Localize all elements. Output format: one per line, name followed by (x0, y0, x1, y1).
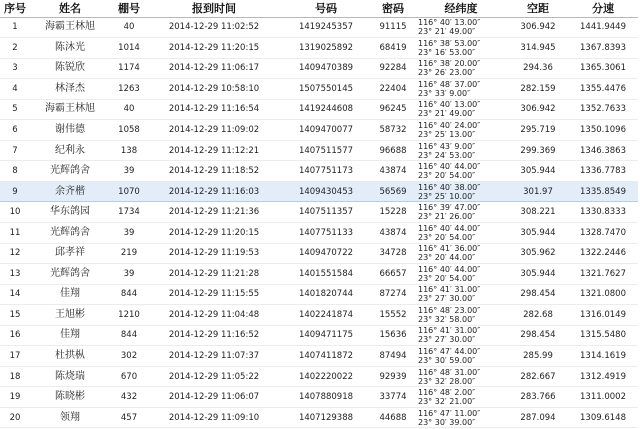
header-time: 报到时间 (148, 0, 280, 17)
cell-name: 邱孝祥 (30, 243, 110, 264)
header-row (0, 0, 638, 17)
longitude-text: 116° 47′ 44.00″ (418, 347, 481, 357)
cell-code: 15228 (372, 202, 414, 223)
longitude-text: 116° 38′ 20.00″ (418, 59, 481, 69)
table-row (0, 58, 638, 79)
cell-distance: 308.221 (508, 202, 568, 223)
cell-time: 2014-12-29 11:12:21 (148, 140, 280, 161)
longitude-text: 116° 39′ 47.00″ (418, 203, 481, 213)
cell-no: 10 (0, 202, 30, 223)
cell-name: 林泽杰 (30, 79, 110, 100)
cell-code: 96245 (372, 99, 414, 120)
cell-ring: 1409430453 (280, 181, 372, 202)
cell-coords (414, 140, 508, 161)
latitude-text: 23° 20′ 54.00″ (418, 171, 476, 181)
cell-coords (414, 243, 508, 264)
cell-ring: 1407751133 (280, 222, 372, 243)
cell-name: 纪利永 (30, 140, 110, 161)
latitude-text: 23° 25′ 10.00″ (418, 191, 476, 201)
latitude-text: 23° 20′ 54.00″ (418, 232, 476, 242)
latitude-text: 23° 21′ 26.00″ (418, 212, 476, 222)
header-loft: 棚号 (110, 0, 148, 17)
cell-loft: 39 (110, 264, 148, 285)
cell-no: 16 (0, 325, 30, 346)
cell-coords (414, 264, 508, 285)
cell-loft: 302 (110, 346, 148, 367)
latitude-text: 23° 32′ 58.00″ (418, 314, 476, 324)
cell-name: 余齐楷 (30, 181, 110, 202)
table-row (0, 387, 638, 408)
cell-no: 6 (0, 120, 30, 141)
cell-speed: 1315.5480 (568, 325, 638, 346)
latitude-text: 23° 21′ 49.00″ (418, 27, 476, 37)
cell-coords (414, 284, 508, 305)
latitude-text: 23° 24′ 53.00″ (418, 150, 476, 160)
cell-no: 2 (0, 38, 30, 59)
longitude-text: 116° 48′ 37.00″ (418, 79, 481, 89)
cell-speed: 1352.7633 (568, 99, 638, 120)
cell-distance: 283.766 (508, 387, 568, 408)
cell-distance: 282.68 (508, 305, 568, 326)
table-row (0, 38, 638, 59)
cell-coords (414, 181, 508, 202)
cell-loft: 1058 (110, 120, 148, 141)
cell-no: 8 (0, 161, 30, 182)
longitude-text: 116° 40′ 44.00″ (418, 264, 481, 274)
table-row (0, 407, 638, 428)
cell-no: 17 (0, 346, 30, 367)
longitude-text: 116° 47′ 11.00″ (418, 408, 481, 418)
cell-name: 陈锐欣 (30, 58, 110, 79)
cell-coords (414, 325, 508, 346)
longitude-text: 116° 41′ 31.00″ (418, 285, 481, 295)
cell-speed: 1365.3061 (568, 58, 638, 79)
cell-distance: 282.159 (508, 79, 568, 100)
cell-coords (414, 305, 508, 326)
latitude-text: 23° 16′ 53.00″ (418, 47, 476, 57)
cell-loft: 39 (110, 222, 148, 243)
cell-name: 杜拱枞 (30, 346, 110, 367)
cell-ring: 1407880918 (280, 387, 372, 408)
cell-distance: 305.944 (508, 222, 568, 243)
cell-time: 2014-12-29 11:07:37 (148, 346, 280, 367)
cell-speed: 1441.9449 (568, 17, 638, 38)
cell-code: 96688 (372, 140, 414, 161)
latitude-text: 23° 26′ 23.00″ (418, 68, 476, 78)
cell-distance: 305.962 (508, 243, 568, 264)
longitude-text: 116° 40′ 13.00″ (418, 100, 481, 110)
longitude-text: 116° 41′ 31.00″ (418, 326, 481, 336)
cell-loft: 1174 (110, 58, 148, 79)
cell-coords (414, 202, 508, 223)
table-row (0, 264, 638, 285)
cell-time: 2014-12-29 11:19:53 (148, 243, 280, 264)
cell-loft: 219 (110, 243, 148, 264)
cell-speed: 1321.7627 (568, 264, 638, 285)
cell-no: 7 (0, 140, 30, 161)
cell-code: 15636 (372, 325, 414, 346)
cell-loft: 40 (110, 17, 148, 38)
cell-time: 2014-12-29 11:09:02 (148, 120, 280, 141)
header-no: 序号 (0, 0, 30, 17)
cell-coords (414, 366, 508, 387)
cell-name: 海霸王林旭 (30, 99, 110, 120)
cell-ring: 1402220022 (280, 366, 372, 387)
table-row (0, 161, 638, 182)
cell-coords (414, 120, 508, 141)
cell-distance: 282.667 (508, 366, 568, 387)
cell-no: 14 (0, 284, 30, 305)
table-row (0, 202, 638, 223)
cell-time: 2014-12-29 11:04:48 (148, 305, 280, 326)
cell-loft: 1070 (110, 181, 148, 202)
table-row (0, 17, 638, 38)
cell-coords (414, 387, 508, 408)
cell-name: 陈烧瑞 (30, 366, 110, 387)
cell-ring: 1401820744 (280, 284, 372, 305)
cell-loft: 432 (110, 387, 148, 408)
cell-loft: 1734 (110, 202, 148, 223)
cell-ring: 1507550145 (280, 79, 372, 100)
cell-loft: 844 (110, 325, 148, 346)
longitude-text: 116° 40′ 38.00″ (418, 182, 481, 192)
cell-code: 34728 (372, 243, 414, 264)
longitude-text: 116° 48′ 23.00″ (418, 305, 481, 315)
cell-no: 5 (0, 99, 30, 120)
cell-name: 谢伟德 (30, 120, 110, 141)
cell-name: 光辉鸽舍 (30, 264, 110, 285)
cell-code: 92284 (372, 58, 414, 79)
cell-code: 15552 (372, 305, 414, 326)
cell-distance: 305.944 (508, 161, 568, 182)
longitude-text: 116° 38′ 53.00″ (418, 38, 481, 48)
cell-time: 2014-12-29 11:02:52 (148, 17, 280, 38)
table-body (0, 17, 638, 428)
cell-ring: 1407411872 (280, 346, 372, 367)
cell-distance: 298.454 (508, 284, 568, 305)
latitude-text: 23° 30′ 39.00″ (418, 417, 476, 427)
header-code: 密码 (372, 0, 414, 17)
cell-code: 92939 (372, 366, 414, 387)
cell-code: 66657 (372, 264, 414, 285)
cell-ring: 1401551584 (280, 264, 372, 285)
table-row (0, 284, 638, 305)
cell-no: 4 (0, 79, 30, 100)
cell-time: 2014-12-29 11:20:15 (148, 38, 280, 59)
cell-loft: 39 (110, 161, 148, 182)
latitude-text: 23° 21′ 49.00″ (418, 109, 476, 119)
cell-no: 20 (0, 407, 30, 428)
latitude-text: 23° 20′ 44.00″ (418, 253, 476, 263)
cell-distance: 287.094 (508, 407, 568, 428)
header-speed: 分速 (568, 0, 638, 17)
cell-coords (414, 99, 508, 120)
cell-loft: 40 (110, 99, 148, 120)
cell-loft: 138 (110, 140, 148, 161)
latitude-text: 23° 20′ 54.00″ (418, 273, 476, 283)
cell-code: 91115 (372, 17, 414, 38)
cell-ring: 1407129388 (280, 407, 372, 428)
cell-no: 3 (0, 58, 30, 79)
table-row (0, 366, 638, 387)
cell-distance: 301.97 (508, 181, 568, 202)
table-row (0, 140, 638, 161)
table-row (0, 99, 638, 120)
cell-coords (414, 161, 508, 182)
cell-speed: 1314.1619 (568, 346, 638, 367)
table-row (0, 325, 638, 346)
cell-speed: 1330.8333 (568, 202, 638, 223)
cell-name: 光辉鸽舍 (30, 222, 110, 243)
table-row (0, 120, 638, 141)
cell-distance: 306.942 (508, 99, 568, 120)
cell-no: 12 (0, 243, 30, 264)
table-row (0, 243, 638, 264)
latitude-text: 23° 32′ 21.00″ (418, 397, 476, 407)
cell-no: 9 (0, 181, 30, 202)
cell-no: 11 (0, 222, 30, 243)
cell-name: 陈晓彬 (30, 387, 110, 408)
cell-name: 佳翔 (30, 325, 110, 346)
header-distance: 空距 (508, 0, 568, 17)
cell-distance: 295.719 (508, 120, 568, 141)
cell-speed: 1321.0800 (568, 284, 638, 305)
cell-ring: 1407511577 (280, 140, 372, 161)
longitude-text: 116° 48′ 2.00″ (418, 388, 476, 398)
cell-loft: 1263 (110, 79, 148, 100)
cell-speed: 1309.6148 (568, 407, 638, 428)
cell-ring: 1407751173 (280, 161, 372, 182)
cell-name: 海霸王林旭 (30, 17, 110, 38)
cell-distance: 294.36 (508, 58, 568, 79)
cell-time: 2014-12-29 10:58:10 (148, 79, 280, 100)
cell-distance: 298.454 (508, 325, 568, 346)
cell-coords (414, 17, 508, 38)
cell-coords (414, 346, 508, 367)
cell-ring: 1319025892 (280, 38, 372, 59)
cell-loft: 457 (110, 407, 148, 428)
cell-name: 王旭彬 (30, 305, 110, 326)
cell-time: 2014-12-29 11:06:07 (148, 387, 280, 408)
cell-no: 18 (0, 366, 30, 387)
table-row (0, 346, 638, 367)
longitude-text: 116° 41′ 36.00″ (418, 244, 481, 254)
cell-distance: 285.99 (508, 346, 568, 367)
longitude-text: 116° 40′ 44.00″ (418, 162, 481, 172)
cell-ring: 1419245357 (280, 17, 372, 38)
cell-time: 2014-12-29 11:21:28 (148, 264, 280, 285)
latitude-text: 23° 27′ 30.00″ (418, 335, 476, 345)
cell-no: 1 (0, 17, 30, 38)
cell-ring: 1409471175 (280, 325, 372, 346)
cell-speed: 1350.1096 (568, 120, 638, 141)
cell-coords (414, 79, 508, 100)
cell-code: 87274 (372, 284, 414, 305)
cell-code: 44688 (372, 407, 414, 428)
cell-code: 43874 (372, 222, 414, 243)
table-row (0, 181, 638, 202)
cell-name: 陈沐光 (30, 38, 110, 59)
cell-time: 2014-12-29 11:15:55 (148, 284, 280, 305)
cell-speed: 1316.0149 (568, 305, 638, 326)
table-row (0, 222, 638, 243)
longitude-text: 116° 43′ 9.00″ (418, 141, 476, 151)
cell-speed: 1346.3863 (568, 140, 638, 161)
latitude-text: 23° 27′ 30.00″ (418, 294, 476, 304)
cell-no: 19 (0, 387, 30, 408)
cell-ring: 1409470389 (280, 58, 372, 79)
cell-coords (414, 222, 508, 243)
header-name: 姓名 (30, 0, 110, 17)
cell-time: 2014-12-29 11:16:52 (148, 325, 280, 346)
cell-coords (414, 58, 508, 79)
cell-ring: 1402241874 (280, 305, 372, 326)
cell-no: 13 (0, 264, 30, 285)
cell-time: 2014-12-29 11:16:03 (148, 181, 280, 202)
cell-code: 33774 (372, 387, 414, 408)
cell-time: 2014-12-29 11:06:17 (148, 58, 280, 79)
cell-speed: 1335.8549 (568, 181, 638, 202)
cell-time: 2014-12-29 11:16:54 (148, 99, 280, 120)
cell-distance: 299.369 (508, 140, 568, 161)
cell-distance: 314.945 (508, 38, 568, 59)
cell-speed: 1367.8393 (568, 38, 638, 59)
header-coords: 经纬度 (414, 0, 508, 17)
longitude-text: 116° 40′ 44.00″ (418, 223, 481, 233)
cell-coords (414, 38, 508, 59)
cell-distance: 305.944 (508, 264, 568, 285)
latitude-text: 23° 30′ 59.00″ (418, 356, 476, 366)
cell-loft: 1210 (110, 305, 148, 326)
cell-time: 2014-12-29 11:05:22 (148, 366, 280, 387)
table-row (0, 79, 638, 100)
cell-code: 56569 (372, 181, 414, 202)
cell-loft: 844 (110, 284, 148, 305)
cell-ring: 1407511357 (280, 202, 372, 223)
cell-coords (414, 407, 508, 428)
longitude-text: 116° 48′ 31.00″ (418, 367, 481, 377)
cell-speed: 1355.4476 (568, 79, 638, 100)
cell-code: 87494 (372, 346, 414, 367)
cell-speed: 1336.7783 (568, 161, 638, 182)
cell-ring: 1409470077 (280, 120, 372, 141)
cell-code: 68419 (372, 38, 414, 59)
cell-name: 领翔 (30, 407, 110, 428)
cell-ring: 1409470722 (280, 243, 372, 264)
cell-name: 佳翔 (30, 284, 110, 305)
header-ring: 号码 (280, 0, 372, 17)
cell-distance: 306.942 (508, 17, 568, 38)
cell-name: 光辉鸽舍 (30, 161, 110, 182)
cell-time: 2014-12-29 11:20:15 (148, 222, 280, 243)
cell-time: 2014-12-29 11:09:10 (148, 407, 280, 428)
cell-loft: 670 (110, 366, 148, 387)
cell-speed: 1322.2446 (568, 243, 638, 264)
latitude-text: 23° 33′ 9.00″ (418, 88, 471, 98)
cell-speed: 1328.7470 (568, 222, 638, 243)
latitude-text: 23° 25′ 13.00″ (418, 130, 476, 139)
longitude-text: 116° 40′ 24.00″ (418, 121, 481, 130)
cell-time: 2014-12-29 11:21:36 (148, 202, 280, 223)
cell-speed: 1312.4919 (568, 366, 638, 387)
latitude-text: 23° 32′ 28.00″ (418, 376, 476, 386)
cell-code: 22404 (372, 79, 414, 100)
table-row (0, 305, 638, 326)
cell-loft: 1014 (110, 38, 148, 59)
cell-name: 华东鸽园 (30, 202, 110, 223)
cell-no: 15 (0, 305, 30, 326)
cell-ring: 1419244608 (280, 99, 372, 120)
cell-code: 58732 (372, 120, 414, 141)
cell-time: 2014-12-29 11:18:52 (148, 161, 280, 182)
cell-code: 43874 (372, 161, 414, 182)
cell-speed: 1311.0002 (568, 387, 638, 408)
longitude-text: 116° 40′ 13.00″ (418, 18, 481, 28)
